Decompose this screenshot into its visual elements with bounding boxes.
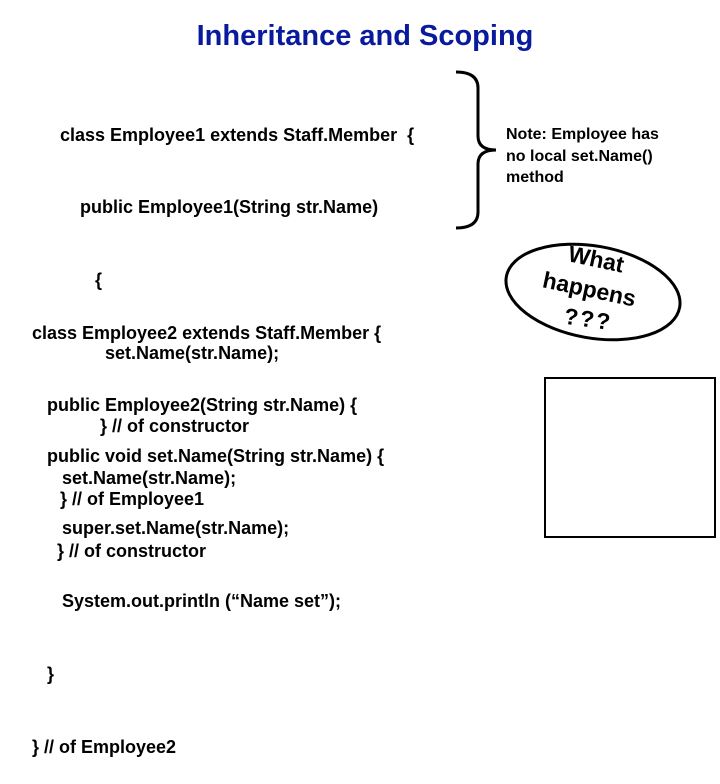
code-line: set.Name(str.Name);	[32, 468, 237, 489]
empty-box	[544, 377, 716, 538]
code-line: class Employee2 extends Staff.Member {	[32, 322, 382, 343]
bubble-line-1: What	[566, 240, 627, 278]
bubble-line-2: happens	[540, 266, 639, 312]
code-line: System.out.println (“Name set”);	[32, 591, 342, 612]
code-line: public Employee1(String str.Name)	[60, 197, 379, 218]
bubble-line-3: ???	[562, 302, 614, 336]
code-block-employee2-setname	[32, 395, 384, 784]
code-line: }	[32, 664, 55, 685]
code-line: set.Name(str.Name);	[60, 343, 280, 364]
note-line: method	[506, 169, 564, 186]
code-line: public void set.Name(String str.Name) {	[32, 445, 385, 466]
note-line: Note: Employee has	[506, 126, 659, 143]
code-line: } // of constructor	[60, 416, 250, 437]
question-bubble	[498, 236, 698, 346]
code-line: public Employee2(String str.Name) {	[32, 395, 358, 416]
code-line: } // of constructor	[32, 541, 207, 562]
code-line: } // of Employee2	[32, 737, 177, 758]
code-line: class Employee1 extends Staff.Member {	[60, 124, 415, 145]
code-line: super.set.Name(str.Name);	[32, 518, 290, 539]
note-text	[506, 124, 706, 189]
right-brace	[448, 70, 498, 232]
slide-title: Inheritance and Scoping	[196, 20, 534, 52]
code-line: {	[60, 270, 103, 291]
note-line: no local set.Name()	[506, 147, 653, 165]
code-line: } // of Employee1	[60, 489, 205, 510]
